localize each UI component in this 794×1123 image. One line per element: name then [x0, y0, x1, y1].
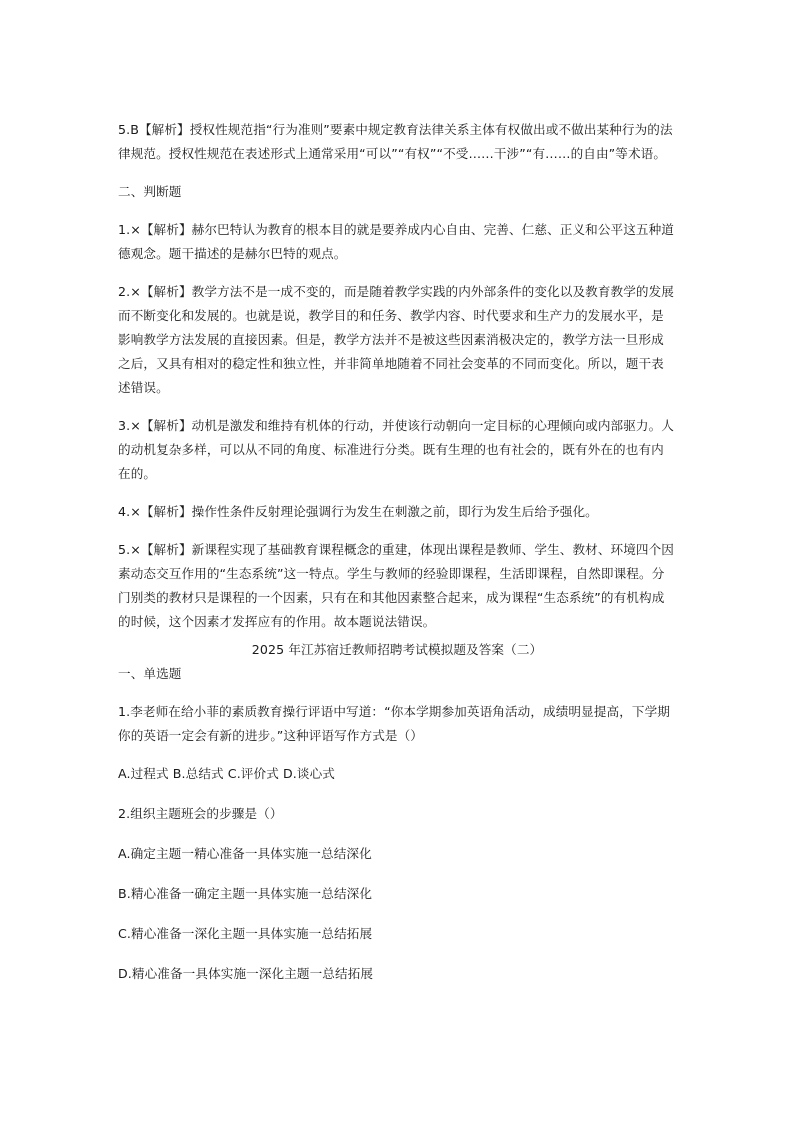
option-d: D.精心准备一具体实施一深化主题一总结拓展 [118, 966, 374, 981]
section-heading: 一、单选题 [118, 666, 182, 681]
section-heading: 二、判断题 [118, 184, 182, 199]
answer-paragraph: 1.×【解析】赫尔巴特认为教育的根本目的就是要养成内心自由、完善、仁慈、正义和公平这五种道德观念。题干描述的是赫尔巴特的观点。 [118, 222, 675, 261]
option-a: A.确定主题一精心准备一具体实施一总结深化 [118, 846, 372, 861]
question-stem: 1.李老师在给小菲的素质教育操行评语中写道：“你本学期参加英语角活动，成绩明显提高，下学期你的英语一定会有新的进步。”这种评语写作方式是（） [118, 704, 670, 743]
answer-paragraph: 4.×【解析】操作性条件反射理论强调行为发生在刺激之前，即行为发生后给予强化。 [118, 504, 598, 519]
answer-paragraph: 5.×【解析】新课程实现了基础教育课程概念的重建，体现出课程是教师、学生、教材、环境四个因素动态交互作用的“生态系统”这一特点。学生与教师的经验即课程，生活即课程，自然即课程。分门别类的教材只是课程的一个因素，只有在和其他因素整合起来，成为课程“生态系统”的有机构成的时候，这个因素才发挥应有的作用。故本题说法错误。 [118, 542, 675, 629]
answer-paragraph: 5.B【解析】授权性规范指“行为准则”要素中规定教育法律关系主体有权做出或不做出某种行为的法律规范。授权性规范在表述形式上通常采用“可以”“有权”“不受……干涉”“有……的自由”等术语。 [118, 122, 673, 161]
answer-paragraph: 3.×【解析】动机是激发和维持有机体的行动，并使该行动朝向一定目标的心理倾向或内部驱力。人的动机复杂多样，可以从不同的角度、标准进行分类。既有生理的也有社会的，既有外在的也有内在的。 [118, 418, 675, 481]
document-title: 2025 年江苏宿迁教师招聘考试模拟题及答案（二） [251, 642, 543, 657]
option-b: B.精心准备一确定主题一具体实施一总结深化 [118, 886, 373, 901]
question-stem: 2.组织主题班会的步骤是（） [118, 806, 283, 821]
question-options: A.过程式 B.总结式 C.评价式 D.谈心式 [118, 766, 335, 781]
option-c: C.精心准备一深化主题一具体实施一总结拓展 [118, 926, 373, 941]
answer-paragraph: 2.×【解析】教学方法不是一成不变的，而是随着教学实践的内外部条件的变化以及教育教学的发展而不断变化和发展的。也就是说，教学目的和任务、教学内容、时代要求和生产力的发展水平，是影响教学方法发展的直接因素。但是，教学方法并不是被这些因素消极决定的，教学方法一旦形成之后，又具有相对的稳定性和独立性，并非简单地随着不同社会变革的不同而变化。所以，题干表述错误。 [118, 284, 675, 395]
